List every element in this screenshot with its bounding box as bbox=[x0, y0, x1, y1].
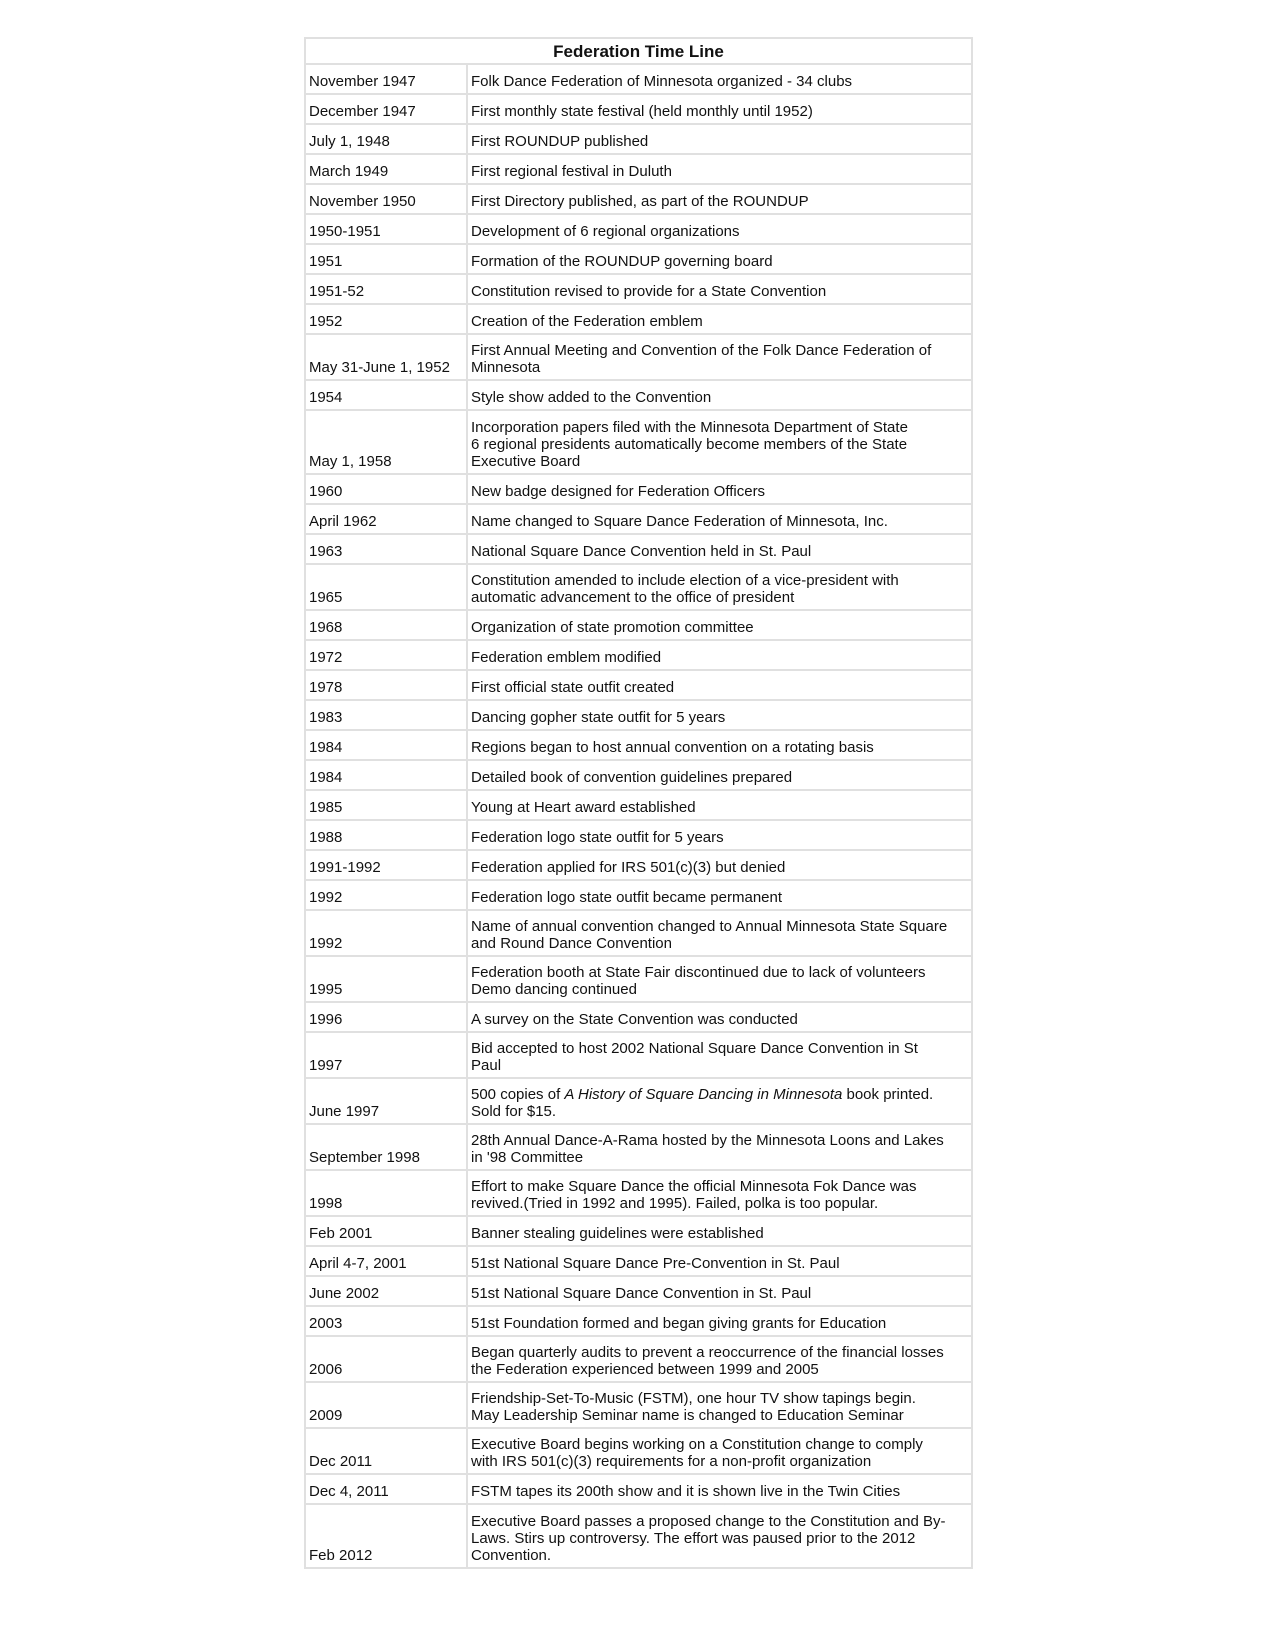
event-line: FSTM tapes its 200th show and it is shown live in the Twin Cities bbox=[471, 1483, 901, 1500]
entry-event bbox=[467, 1124, 972, 1170]
table-row bbox=[305, 564, 972, 610]
event-line: Federation logo state outfit became permanent bbox=[471, 889, 783, 906]
event-line: First Directory published, as part of the ROUNDUP bbox=[471, 193, 809, 210]
entry-date: May 1, 1958 bbox=[305, 410, 467, 474]
table-row bbox=[305, 64, 972, 94]
table-row bbox=[305, 184, 972, 214]
event-line: Detailed book of convention guidelines prepared bbox=[471, 769, 793, 786]
event-line: Federation booth at State Fair discontinued due to lack of volunteers bbox=[471, 964, 926, 981]
event-line: 28th Annual Dance-A-Rama hosted by the Minnesota Loons and Lakes bbox=[471, 1132, 944, 1149]
entry-event bbox=[467, 304, 972, 334]
event-line: Regions began to host annual convention on a rotating basis bbox=[471, 739, 874, 756]
event-line: in '98 Committee bbox=[471, 1149, 584, 1166]
event-line: 51st National Square Dance Convention in St. Paul bbox=[471, 1285, 812, 1302]
table-row bbox=[305, 1428, 972, 1474]
title-row bbox=[305, 38, 972, 64]
entry-date: 1951-52 bbox=[305, 274, 467, 304]
entry-date: April 4-7, 2001 bbox=[305, 1246, 467, 1276]
entry-date: 1985 bbox=[305, 790, 467, 820]
entry-date: 1992 bbox=[305, 880, 467, 910]
event-line: Dancing gopher state outfit for 5 years bbox=[471, 709, 726, 726]
table-row bbox=[305, 1382, 972, 1428]
entry-event bbox=[467, 504, 972, 534]
table-row bbox=[305, 640, 972, 670]
entry-date: May 31-June 1, 1952 bbox=[305, 334, 467, 380]
entry-event bbox=[467, 564, 972, 610]
entry-event bbox=[467, 670, 972, 700]
entry-event bbox=[467, 1170, 972, 1216]
table-row bbox=[305, 534, 972, 564]
entry-event bbox=[467, 1246, 972, 1276]
entry-date: 1963 bbox=[305, 534, 467, 564]
entry-date: 1951 bbox=[305, 244, 467, 274]
entry-event bbox=[467, 880, 972, 910]
entry-date: 1984 bbox=[305, 730, 467, 760]
entry-event bbox=[467, 1002, 972, 1032]
document-title: Federation Time Line bbox=[305, 38, 972, 64]
table-row bbox=[305, 504, 972, 534]
table-row bbox=[305, 274, 972, 304]
table-row bbox=[305, 1002, 972, 1032]
event-line: Style show added to the Convention bbox=[471, 389, 712, 406]
event-line: National Square Dance Convention held in St. Paul bbox=[471, 543, 812, 560]
entry-date: Dec 4, 2011 bbox=[305, 1474, 467, 1504]
entry-event bbox=[467, 790, 972, 820]
timeline-table bbox=[304, 37, 973, 1569]
entry-event bbox=[467, 410, 972, 474]
event-line: Organization of state promotion committee bbox=[471, 619, 754, 636]
entry-date: Feb 2012 bbox=[305, 1504, 467, 1568]
table-row bbox=[305, 214, 972, 244]
event-line: Banner stealing guidelines were established bbox=[471, 1225, 764, 1242]
table-row bbox=[305, 1246, 972, 1276]
entry-event bbox=[467, 1306, 972, 1336]
entry-event bbox=[467, 64, 972, 94]
event-line: 51st National Square Dance Pre-Convention in St. Paul bbox=[471, 1255, 840, 1272]
event-line: Bid accepted to host 2002 National Square Dance Convention in St bbox=[471, 1040, 918, 1057]
entry-date: 1984 bbox=[305, 760, 467, 790]
table-row bbox=[305, 1276, 972, 1306]
event-line: and Round Dance Convention bbox=[471, 935, 672, 952]
entry-event bbox=[467, 1382, 972, 1428]
book-title: A History of Square Dancing in Minnesota bbox=[564, 1086, 843, 1103]
event-line: 6 regional presidents automatically become members of the State bbox=[471, 436, 908, 453]
event-line: the Federation experienced between 1999 and 2005 bbox=[471, 1361, 819, 1378]
event-line: Convention. bbox=[471, 1547, 552, 1564]
event-line: A survey on the State Convention was conducted bbox=[471, 1011, 798, 1028]
entry-date: 1995 bbox=[305, 956, 467, 1002]
event-line: 51st Foundation formed and began giving grants for Education bbox=[471, 1315, 887, 1332]
table-row bbox=[305, 1306, 972, 1336]
entry-date: 1978 bbox=[305, 670, 467, 700]
event-line: Constitution revised to provide for a State Convention bbox=[471, 283, 827, 300]
event-line: Federation applied for IRS 501(c)(3) but denied bbox=[471, 859, 786, 876]
event-line: First monthly state festival (held monthly until 1952) bbox=[471, 103, 813, 120]
entry-event bbox=[467, 1276, 972, 1306]
table-row bbox=[305, 1124, 972, 1170]
table-row bbox=[305, 244, 972, 274]
entry-event bbox=[467, 956, 972, 1002]
entry-event bbox=[467, 1428, 972, 1474]
event-line: Began quarterly audits to prevent a reoccurrence of the financial losses bbox=[471, 1344, 944, 1361]
event-line: First ROUNDUP published bbox=[471, 133, 649, 150]
entry-event bbox=[467, 214, 972, 244]
entry-date: 1960 bbox=[305, 474, 467, 504]
table-row bbox=[305, 410, 972, 474]
table-row bbox=[305, 790, 972, 820]
entry-date: July 1, 1948 bbox=[305, 124, 467, 154]
entry-event bbox=[467, 274, 972, 304]
entry-date: June 1997 bbox=[305, 1078, 467, 1124]
table-row bbox=[305, 1078, 972, 1124]
entry-date: 1972 bbox=[305, 640, 467, 670]
table-row bbox=[305, 670, 972, 700]
event-line: Minnesota bbox=[471, 359, 541, 376]
entry-date: November 1947 bbox=[305, 64, 467, 94]
event-line: revived.(Tried in 1992 and 1995). Failed, polka is too popular. bbox=[471, 1195, 879, 1212]
event-line: Federation emblem modified bbox=[471, 649, 662, 666]
entry-event bbox=[467, 380, 972, 410]
event-line: New badge designed for Federation Officers bbox=[471, 483, 766, 500]
table-row bbox=[305, 1170, 972, 1216]
entry-event bbox=[467, 244, 972, 274]
event-line: Name changed to Square Dance Federation of Minnesota, Inc. bbox=[471, 513, 888, 530]
table-row bbox=[305, 474, 972, 504]
entry-date: June 2002 bbox=[305, 1276, 467, 1306]
entry-date: 1952 bbox=[305, 304, 467, 334]
entry-event bbox=[467, 1336, 972, 1382]
table-row bbox=[305, 700, 972, 730]
entry-date: 1988 bbox=[305, 820, 467, 850]
entry-date: 1965 bbox=[305, 564, 467, 610]
event-line: Paul bbox=[471, 1057, 502, 1074]
table-row bbox=[305, 154, 972, 184]
entry-date: 1996 bbox=[305, 1002, 467, 1032]
event-line: Folk Dance Federation of Minnesota organized - 34 clubs bbox=[471, 73, 853, 90]
event-line bbox=[471, 1086, 968, 1103]
table-row bbox=[305, 850, 972, 880]
entry-date: 1997 bbox=[305, 1032, 467, 1078]
event-line: Laws. Stirs up controversy. The effort was paused prior to the 2012 bbox=[471, 1530, 916, 1547]
entry-event bbox=[467, 610, 972, 640]
event-line: Constitution amended to include election of a vice-president with bbox=[471, 572, 899, 589]
event-line: Executive Board bbox=[471, 453, 581, 470]
table-row bbox=[305, 334, 972, 380]
entry-event bbox=[467, 94, 972, 124]
event-line: Creation of the Federation emblem bbox=[471, 313, 703, 330]
table-row bbox=[305, 380, 972, 410]
entry-event bbox=[467, 820, 972, 850]
table-row bbox=[305, 880, 972, 910]
event-line: Executive Board begins working on a Constitution change to comply bbox=[471, 1436, 923, 1453]
entry-date: 2006 bbox=[305, 1336, 467, 1382]
table-row bbox=[305, 1336, 972, 1382]
event-line: First regional festival in Duluth bbox=[471, 163, 672, 180]
entry-date: 1991-1992 bbox=[305, 850, 467, 880]
entry-date: 1992 bbox=[305, 910, 467, 956]
table-row bbox=[305, 760, 972, 790]
entry-date: 2009 bbox=[305, 1382, 467, 1428]
event-line: Development of 6 regional organizations bbox=[471, 223, 740, 240]
entry-date: 1968 bbox=[305, 610, 467, 640]
entry-event bbox=[467, 640, 972, 670]
timeline-body bbox=[305, 64, 972, 1568]
entry-date: Dec 2011 bbox=[305, 1428, 467, 1474]
event-text: book printed. bbox=[842, 1086, 934, 1103]
event-line: Sold for $15. bbox=[471, 1103, 557, 1120]
entry-event bbox=[467, 534, 972, 564]
event-line: Demo dancing continued bbox=[471, 981, 637, 998]
entry-event bbox=[467, 730, 972, 760]
event-line: May Leadership Seminar name is changed to Education Seminar bbox=[471, 1407, 904, 1424]
entry-event bbox=[467, 700, 972, 730]
table-row bbox=[305, 1032, 972, 1078]
event-line: First Annual Meeting and Convention of the Folk Dance Federation of bbox=[471, 342, 932, 359]
entry-event bbox=[467, 760, 972, 790]
entry-date: 1954 bbox=[305, 380, 467, 410]
table-row bbox=[305, 610, 972, 640]
entry-event bbox=[467, 184, 972, 214]
entry-event bbox=[467, 1474, 972, 1504]
entry-event bbox=[467, 334, 972, 380]
event-line: Federation logo state outfit for 5 years bbox=[471, 829, 724, 846]
table-row bbox=[305, 730, 972, 760]
entry-event bbox=[467, 154, 972, 184]
event-line: automatic advancement to the office of president bbox=[471, 589, 795, 606]
table-row bbox=[305, 820, 972, 850]
table-row bbox=[305, 1216, 972, 1246]
entry-event bbox=[467, 474, 972, 504]
event-line: First official state outfit created bbox=[471, 679, 675, 696]
event-line: Friendship-Set-To-Music (FSTM), one hour TV show tapings begin. bbox=[471, 1390, 916, 1407]
event-line: Executive Board passes a proposed change to the Constitution and By- bbox=[471, 1513, 946, 1530]
table-row bbox=[305, 956, 972, 1002]
entry-event bbox=[467, 1032, 972, 1078]
entry-date: 1998 bbox=[305, 1170, 467, 1216]
event-line: Effort to make Square Dance the official Minnesota Fok Dance was bbox=[471, 1178, 917, 1195]
entry-date: November 1950 bbox=[305, 184, 467, 214]
entry-date: 1983 bbox=[305, 700, 467, 730]
table-row bbox=[305, 94, 972, 124]
event-line: Name of annual convention changed to Annual Minnesota State Square bbox=[471, 918, 948, 935]
entry-event bbox=[467, 1504, 972, 1568]
entry-date: March 1949 bbox=[305, 154, 467, 184]
table-row bbox=[305, 124, 972, 154]
event-text: 500 copies of bbox=[471, 1086, 565, 1103]
entry-event bbox=[467, 910, 972, 956]
entry-date: April 1962 bbox=[305, 504, 467, 534]
entry-date: September 1998 bbox=[305, 1124, 467, 1170]
event-line: Incorporation papers filed with the Minnesota Department of State bbox=[471, 419, 908, 436]
entry-date: December 1947 bbox=[305, 94, 467, 124]
table-row bbox=[305, 1474, 972, 1504]
entry-event bbox=[467, 1216, 972, 1246]
entry-date: 2003 bbox=[305, 1306, 467, 1336]
entry-event bbox=[467, 124, 972, 154]
event-line: with IRS 501(c)(3) requirements for a non-profit organization bbox=[471, 1453, 872, 1470]
table-row bbox=[305, 910, 972, 956]
entry-event bbox=[467, 850, 972, 880]
event-line: Young at Heart award established bbox=[471, 799, 696, 816]
table-row bbox=[305, 304, 972, 334]
entry-event bbox=[467, 1078, 972, 1124]
entry-date: Feb 2001 bbox=[305, 1216, 467, 1246]
table-row bbox=[305, 1504, 972, 1568]
event-line: Formation of the ROUNDUP governing board bbox=[471, 253, 773, 270]
entry-date: 1950-1951 bbox=[305, 214, 467, 244]
